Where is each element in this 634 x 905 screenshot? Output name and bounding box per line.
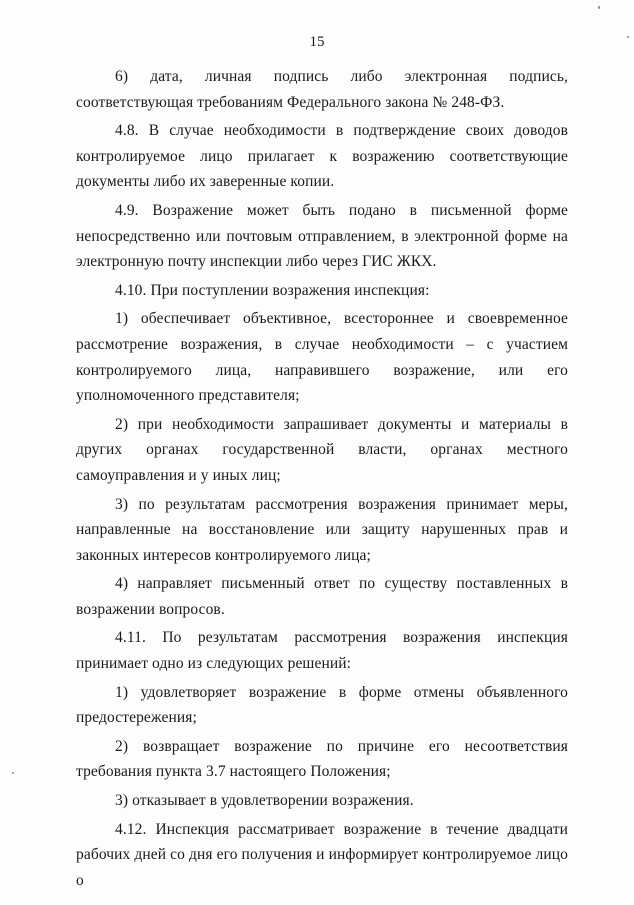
paragraph-4-11-item-2: 2) возвращает возражение по причине его несоответствия требования пункта 3.7 настоящего Положения; — [76, 737, 568, 781]
scan-speck — [598, 6, 600, 9]
paragraph-item-6-signature: 6) дата, личная подпись либо электронная подпись, соответствующая требованиям Федерального закона № 248-ФЗ. — [76, 68, 568, 111]
paragraph-4-10-item-3: 3) по результатам рассмотрения возражения принимает меры, направленные на восстановление или защиту нарушенных прав и законных интересов контролируемого лица; — [76, 495, 568, 564]
paragraph-4-12: 4.12. Инспекция рассматривает возражение в течение двадцати рабочих дней со дня его получения и информирует контролируемое лицо о — [76, 820, 568, 889]
page-number: 15 — [309, 34, 325, 50]
paragraph-4-11-item-3: 3) отказывает в удовлетворении возражения. — [115, 792, 414, 810]
scan-speck — [12, 772, 14, 774]
paragraph-4-11: 4.11. По результатам рассмотрения возражения инспекция принимает одно из следующих решений: — [76, 629, 568, 673]
paragraph-4-10-item-2: 2) при необходимости запрашивает документы и материалы в других органах государственной власти, органах местного самоуправления и у иных лиц; — [76, 415, 568, 484]
paragraph-4-11-item-1: 1) удовлетворяет возражение в форме отмены объявленного предостережения; — [76, 683, 568, 727]
paragraph-4-9: 4.9. Возражение может быть подано в письменной форме непосредственно или почтовым отправлением, в электронной форме на электронную почту инспекции либо через ГИС ЖКХ. — [76, 201, 568, 271]
paragraph-4-8: 4.8. В случае необходимости в подтверждение своих доводов контролируемое лицо прилагает к возражению соответствующие документы либо их заверенные копии. — [76, 122, 568, 191]
scan-speck — [627, 36, 629, 38]
paragraph-4-10: 4.10. При поступлении возражения инспекция: — [115, 281, 430, 299]
paragraph-4-10-item-4: 4) направляет письменный ответ по существу поставленных в возражении вопросов. — [76, 575, 568, 618]
body-text — [76, 64, 568, 896]
paragraph-4-10-item-1: 1) обеспечивает объективное, всестороннее и своевременное рассмотрение возражения, в случае необходимости – с участием контролируемого лица, направившего возражение, или его уполномоченного представителя; — [76, 310, 568, 405]
